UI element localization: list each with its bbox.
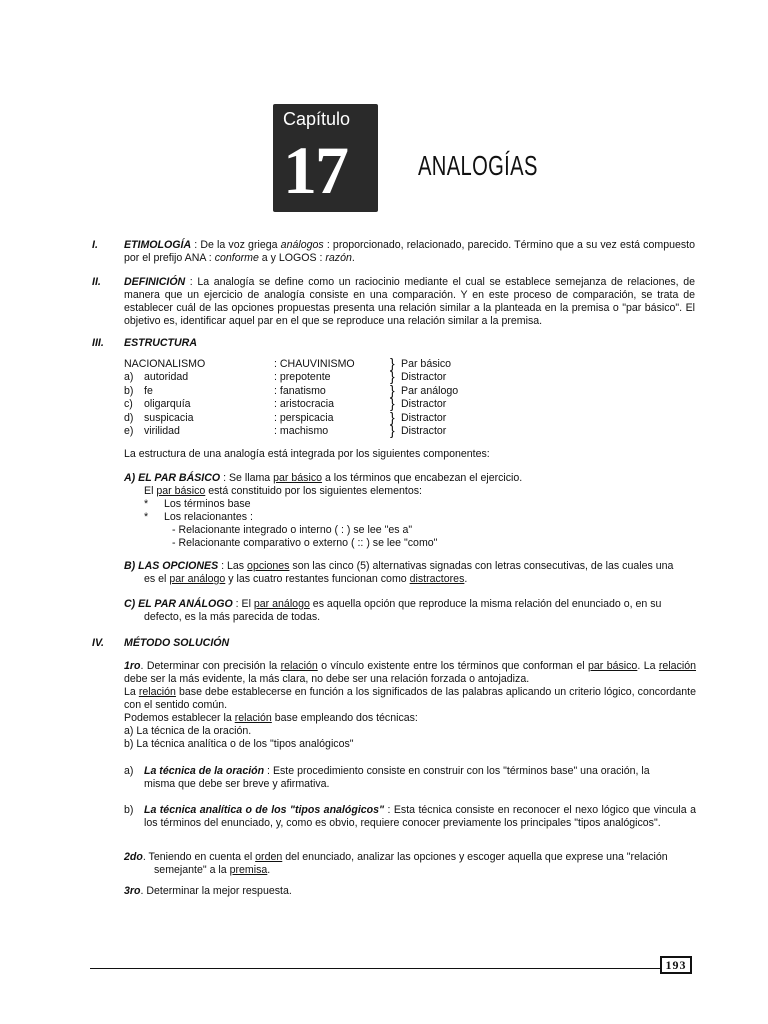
brace-icon: } (390, 395, 395, 412)
step-3 (124, 885, 696, 898)
text: Los relacionantes : (164, 511, 253, 523)
text: está constituido por los siguientes elementos: (205, 485, 422, 497)
text: defecto, es la más parecida de todas. (144, 611, 321, 623)
text: del enunciado, analizar las opciones y escoger aquella que exprese una "relación (282, 851, 668, 863)
list-item: b) La técnica analítica o de los "tipos analógicos" (124, 738, 354, 750)
brace-icon: } (390, 381, 395, 398)
row-tag: d) (124, 411, 134, 424)
chapter-number: 17 (283, 132, 347, 208)
list-item: - Relacionante comparativo o externo ( :: ) se lee "como" (172, 537, 438, 549)
step-label: 2do (124, 851, 143, 863)
text-italic: conforme (214, 252, 259, 264)
row-term-b: : aristocracia (274, 398, 335, 411)
row-term-a: fe (144, 384, 153, 397)
component-par-basico (124, 472, 696, 550)
text: semejante" a la (154, 864, 230, 876)
text: es el (144, 573, 170, 585)
list-item: - Relacionante integrado o interno ( : ) se lee "es a" (172, 524, 413, 536)
component-opciones (124, 560, 696, 586)
structure-row (124, 421, 524, 438)
underlined-term: relación (658, 660, 697, 672)
text: debe ser la más evidente, la más clara, no debe ser una relación forzada o antojadiza. (124, 673, 530, 685)
row-role: Distractor (401, 398, 447, 411)
structure-row (124, 381, 524, 398)
footer-rule (90, 968, 660, 969)
technique-heading: La técnica de la oración (144, 765, 265, 777)
text: . (351, 252, 355, 264)
technique-heading: La técnica analítica o de los "tipos analógicos" (144, 804, 385, 816)
text: . Determinar con precisión la (140, 660, 281, 672)
section-body (124, 276, 695, 328)
underlined-term: par básico (273, 472, 323, 484)
section-heading: DEFINICIÓN (124, 276, 186, 288)
row-role: Par análogo (401, 384, 459, 397)
text: Podemos establecer la (124, 712, 235, 724)
text: . (267, 864, 271, 876)
text: . Determinar la mejor respuesta. (140, 885, 292, 897)
text: : Este procedimiento consiste en construir con los "términos base" una oración, la (264, 765, 650, 777)
text: base empleando dos técnicas: (271, 712, 418, 724)
asterisk-icon: * (144, 511, 149, 523)
text: base debe establecerse en función a los significados de las palabras aplicando un criterio lógico, concordante con el sentido común. (124, 686, 696, 711)
component-heading: B) LAS OPCIONES (124, 560, 219, 572)
text: : De la voz griega (191, 239, 281, 251)
structure-row (124, 395, 524, 412)
step-label: 3ro (124, 885, 141, 897)
text: : Las (218, 560, 248, 572)
row-tag: c) (124, 398, 133, 411)
structure-intro: La estructura de una analogía está integrada por los siguientes componentes: (124, 448, 490, 460)
text: : El (232, 598, 254, 610)
text: misma que debe ser breve y afirmativa. (144, 778, 330, 790)
row-term-b: : CHAUVINISMO (274, 358, 355, 370)
chapter-label: Capítulo (283, 109, 351, 129)
section-etimologia (92, 239, 695, 265)
text: a los términos que encabezan el ejercicio. (322, 472, 523, 484)
list-item (124, 498, 696, 511)
row-tag: a) (124, 371, 134, 384)
component-par-analogo (124, 598, 696, 624)
structure-row (124, 355, 524, 371)
section-body (124, 337, 695, 350)
brace-icon: } (390, 408, 395, 425)
section-body (124, 637, 695, 650)
underlined-term: relación (280, 660, 318, 672)
step-1 (124, 660, 696, 751)
structure-table (124, 355, 524, 438)
section-body (124, 239, 695, 265)
underlined-term: par análogo (169, 573, 226, 585)
underlined-term: par análogo (253, 598, 310, 610)
text: : Esta técnica consiste en reconocer el nexo lógico que vincula a los términos del enunciado, y, como es obvio, requiere conocer previamente los principales "tipos analógicos". (144, 804, 696, 829)
text-italic: análogos (280, 239, 324, 251)
row-term-a: autoridad (144, 371, 189, 384)
text: : proporcionado, relacionado, parecido. Término que a su vez está compuesto por el prefijo ANA : (124, 239, 696, 264)
row-term-b: : prepotente (274, 371, 331, 384)
section-definicion (92, 276, 695, 328)
section-metodo (92, 637, 695, 650)
row-term-b: : fanatismo (274, 384, 326, 397)
section-number: IV. (92, 637, 104, 649)
underlined-term: opciones (247, 560, 290, 572)
row-term-a: oligarquía (144, 398, 191, 411)
row-tag: b) (124, 384, 134, 397)
section-estructura (92, 337, 695, 350)
underlined-term: par básico (156, 485, 206, 497)
text: : Se llama (220, 472, 274, 484)
asterisk-icon: * (144, 498, 149, 510)
component-heading: C) EL PAR ANÁLOGO (124, 598, 233, 610)
row-tag: e) (124, 424, 134, 437)
component-heading: A) EL PAR BÁSICO (124, 472, 221, 484)
section-heading: MÉTODO SOLUCIÓN (124, 637, 230, 649)
section-number: I. (92, 239, 98, 251)
underlined-term: par básico (587, 660, 638, 672)
underlined-term: orden (255, 851, 283, 863)
text: a y LOGOS : (258, 252, 326, 264)
text: son las cinco (5) alternativas signadas con letras consecutivas, de las cuales una (289, 560, 674, 572)
text: es aquella opción que reproduce la misma relación del enunciado o, en su (309, 598, 662, 610)
row-role: Distractor (401, 371, 447, 384)
list-item (124, 511, 696, 524)
text: . La (637, 660, 659, 672)
underlined-term: premisa (229, 864, 268, 876)
structure-row (124, 368, 524, 385)
text-italic: razón (325, 252, 352, 264)
text: . (464, 573, 468, 585)
text: El (144, 485, 157, 497)
chapter-title: ANALOGÍAS (418, 150, 538, 181)
page-number: 193 (660, 956, 692, 974)
text: o vínculo existente entre los términos que conforman el (317, 660, 588, 672)
text: . Teniendo en cuenta el (142, 851, 256, 863)
row-term-b: : perspicacia (274, 411, 334, 424)
section-number: III. (92, 337, 104, 349)
row-term-b: : machismo (274, 424, 329, 437)
structure-row (124, 408, 524, 425)
underlined-term: relación (138, 686, 176, 698)
step-label: 1ro (124, 660, 141, 672)
section-heading: ETIMOLOGÍA (124, 239, 192, 251)
step-2 (124, 851, 696, 877)
brace-icon: } (390, 421, 395, 438)
text: Los términos base (164, 498, 251, 510)
list-tag: b) (124, 804, 134, 816)
row-term-a: suspicacia (144, 411, 194, 424)
underlined-term: relación (234, 712, 272, 724)
brace-icon: } (390, 368, 395, 385)
chapter-badge (273, 104, 378, 212)
row-role: Distractor (401, 411, 447, 424)
section-number: II. (92, 276, 101, 288)
row-term-a: NACIONALISMO (124, 358, 206, 370)
list-item: a) La técnica de la oración. (124, 725, 252, 737)
text: y las cuatro restantes funcionan como (225, 573, 410, 585)
text: : La analogía se define como un raciocinio mediante el cual se establece semejanza de relaciones, de manera que un ejercicio de analogía consiste en una comparación. Y en este proceso de comparación, se trata de establecer cuál de las opciones propuestas presenta una relación similar a la planteada en la premisa o "par básico". El objetivo es, identificar aquel par en el que se reproduce una relación similar a la premisa. (124, 276, 695, 327)
underlined-term: distractores (409, 573, 465, 585)
list-tag: a) (124, 765, 134, 777)
row-role: Distractor (401, 424, 447, 437)
text: La (124, 686, 139, 698)
technique-analitica (124, 804, 696, 830)
brace-icon: } (390, 355, 395, 371)
technique-oracion (124, 765, 696, 791)
row-role: Par básico (401, 358, 452, 370)
row-term-a: virilidad (144, 424, 180, 437)
section-heading: ESTRUCTURA (124, 337, 197, 349)
